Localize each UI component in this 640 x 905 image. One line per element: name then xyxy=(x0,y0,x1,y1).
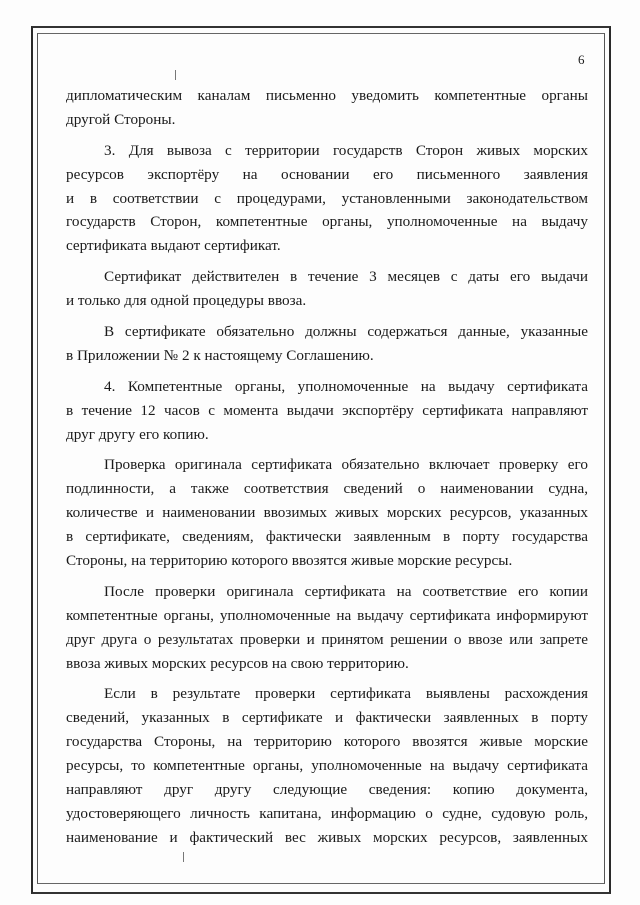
text-line: Сертификат действителен в течение 3 месяцев с даты его выдачи xyxy=(104,268,588,286)
paragraph-gap xyxy=(66,446,588,453)
text-line: Проверка оригинала сертификата обязательно включает проверку его xyxy=(104,456,588,474)
text-line: в Приложении № 2 к настоящему Соглашению. xyxy=(66,346,374,364)
paragraph xyxy=(66,320,588,368)
text-line: и в соответствии с процедурами, установленными законодательством xyxy=(66,189,588,207)
text-line: друг друга о результатах проверки и принятом решении о ввозе или запрете xyxy=(66,630,588,648)
paragraph-gap xyxy=(66,573,588,580)
scan-artifact xyxy=(183,852,184,862)
text-line: дипломатическим каналам письменно уведомить компетентные органы xyxy=(66,87,588,104)
text-line: в течение 12 часов с момента выдачи экспортёру сертификата направляют xyxy=(66,401,588,419)
text-line: количестве и наименовании ввозимых живых морских ресурсов, указанных xyxy=(66,504,588,522)
paragraph-gap xyxy=(66,313,588,320)
paragraph xyxy=(66,375,588,447)
paragraph-gap xyxy=(66,132,588,139)
paragraph xyxy=(66,84,588,132)
paragraph-gap xyxy=(66,675,588,682)
text-line: 4. Компетентные органы, уполномоченные на выдачу сертификата xyxy=(104,377,588,395)
text-line: друг другу его копию. xyxy=(66,425,209,443)
paragraph xyxy=(66,139,588,258)
text-line: и только для одной процедуры ввоза. xyxy=(66,292,307,310)
text-line: направляют друг другу следующие сведения: копию документа, xyxy=(66,781,588,799)
text-line: После проверки оригинала сертификата на соответствие его копии xyxy=(104,582,588,600)
paragraph xyxy=(66,580,588,676)
text-line: сертификата выдают сертификат. xyxy=(66,237,281,255)
text-line: наименование и фактический вес живых морских ресурсов, заявленных xyxy=(66,828,588,846)
text-line: удостоверяющего личность капитана, информацию о судне, судовую роль, xyxy=(66,804,588,822)
paragraph xyxy=(66,265,588,313)
text-line: другой Стороны. xyxy=(66,110,176,128)
text-line: В сертификате обязательно должны содержаться данные, указанные xyxy=(104,323,588,341)
text-line: сведений, указанных в сертификате и фактически заявленных в порту xyxy=(66,709,588,727)
text-line: 3. Для вывоза с территории государств Сторон живых морских xyxy=(104,141,588,159)
paragraph xyxy=(66,453,588,572)
text-line: государств Сторон, компетентные органы, уполномоченные на выдачу xyxy=(66,213,588,231)
text-line: компетентные органы, уполномоченные на выдачу сертификата информируют xyxy=(66,606,588,624)
text-line: Стороны, на территорию которого ввозятся живые морские ресурсы. xyxy=(66,552,513,570)
text-line: ресурсов экспортёру на основании его письменного заявления xyxy=(66,165,588,183)
page-number: 6 xyxy=(578,52,585,67)
scan-artifact xyxy=(175,70,176,80)
paragraph-gap xyxy=(66,368,588,375)
text-line: подлинности, а также соответствия сведений о наименовании судна, xyxy=(66,480,588,498)
text-line: в сертификате, сведениям, фактически заявленным в порту государства xyxy=(66,528,588,546)
text-line: ввоза живых морских ресурсов на свою территорию. xyxy=(66,654,409,672)
text-line: ресурсы, то компетентные органы, уполномоченные на выдачу сертификата xyxy=(66,757,588,775)
body-text xyxy=(66,84,588,850)
text-line: Если в результате проверки сертификата выявлены расхождения xyxy=(104,685,588,703)
paragraph xyxy=(66,682,588,849)
paragraph-gap xyxy=(66,258,588,265)
text-line: государства Стороны, на территорию которого ввозятся живые морские xyxy=(66,733,588,751)
